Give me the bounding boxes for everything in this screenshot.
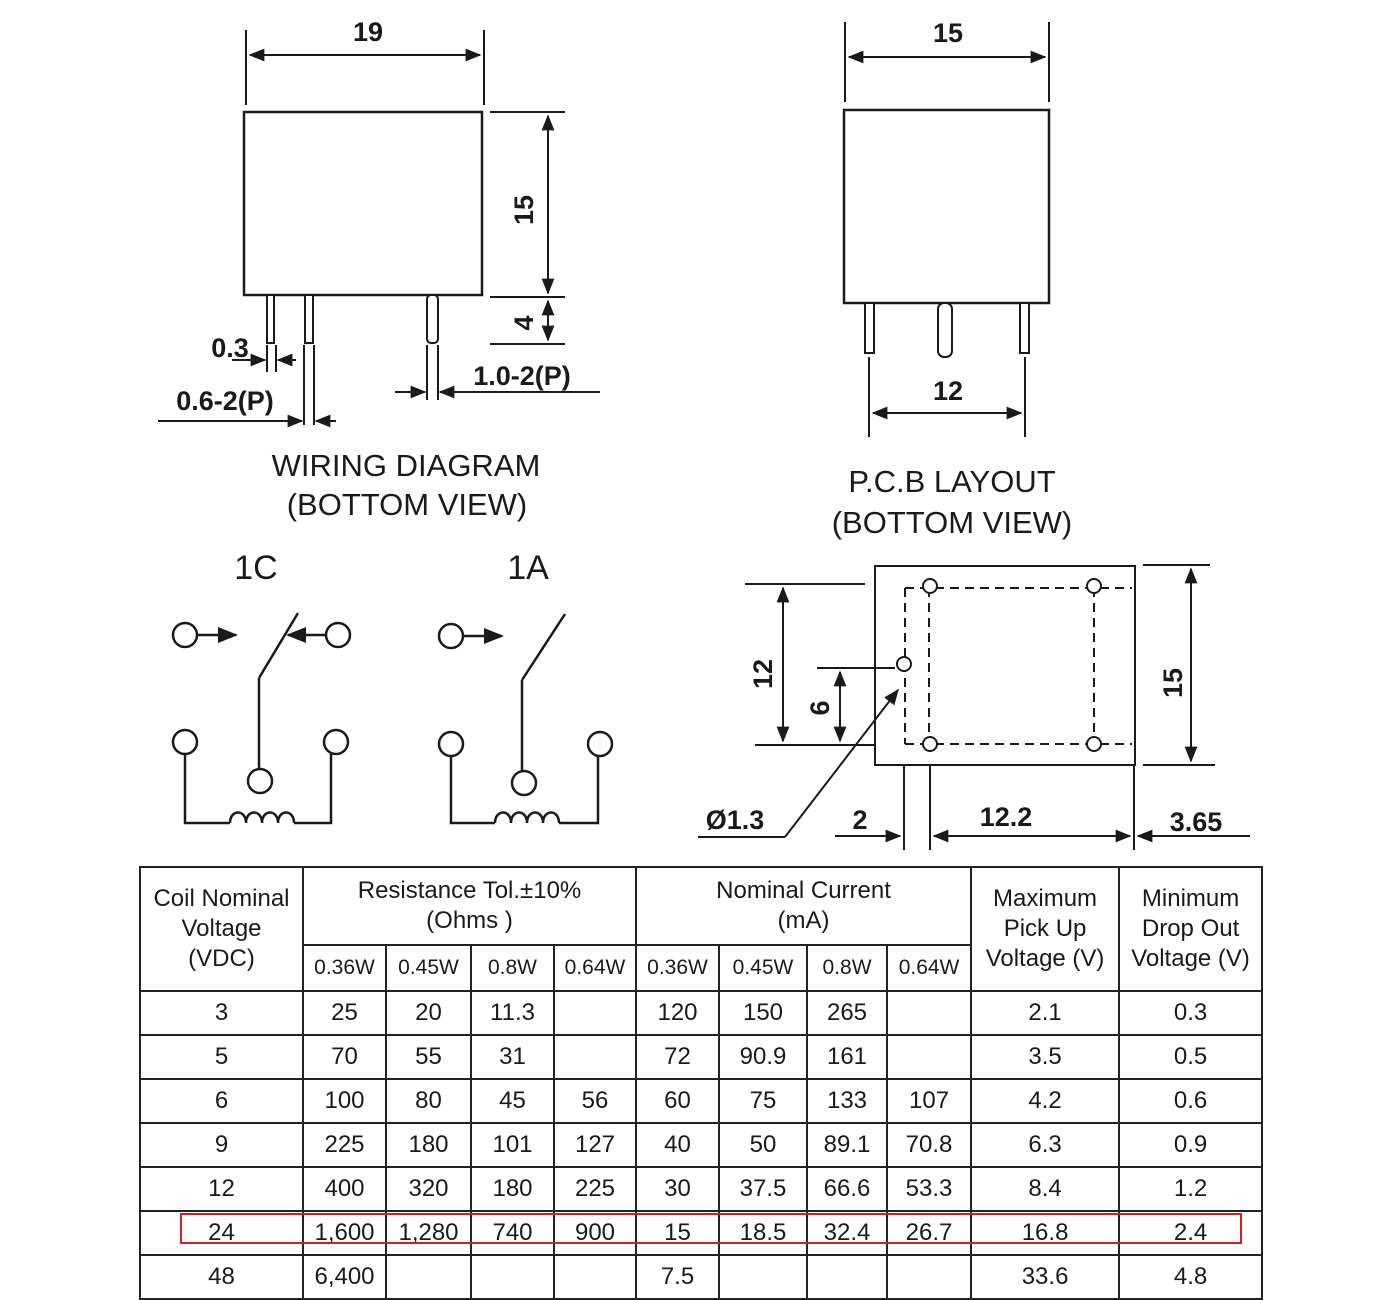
table-cell: 11.3 — [471, 991, 554, 1035]
power-col-header: 0.64W — [554, 945, 636, 991]
hole-top-right — [1087, 579, 1101, 593]
table-cell: 32.4 — [807, 1211, 887, 1255]
table-cell: 0.9 — [1119, 1123, 1262, 1167]
1c-switch-arm — [259, 613, 298, 678]
table-cell: 0.6 — [1119, 1079, 1262, 1123]
hole-layout-outline — [875, 566, 1135, 765]
power-col-header: 0.45W — [719, 945, 807, 991]
coil-voltage-cell: 48 — [140, 1255, 303, 1299]
table-cell: 120 — [636, 991, 719, 1035]
table-cell: 150 — [719, 991, 807, 1035]
1a-common-terminal — [512, 771, 536, 795]
table-cell: 2.4 — [1119, 1211, 1262, 1255]
table-cell: 80 — [386, 1079, 471, 1123]
wiring-dim-pin-thickness: 0.3 — [211, 333, 249, 363]
1a-coil-terminal-left — [439, 732, 463, 756]
table-cell — [887, 1255, 971, 1299]
header-max-pickup — [971, 867, 1119, 991]
pcb-layout-diagram — [844, 22, 1049, 437]
coil-voltage-cell: 9 — [140, 1123, 303, 1167]
table-cell: 37.5 — [719, 1167, 807, 1211]
table-cell: 225 — [303, 1123, 386, 1167]
table-cell: 40 — [636, 1123, 719, 1167]
hole-dim-12-2: 12.2 — [979, 802, 1033, 832]
wiring-dim-pin-left: 0.6-2(P) — [176, 386, 274, 416]
table-cell: 0.3 — [1119, 991, 1262, 1035]
table-cell: 740 — [471, 1211, 554, 1255]
pin-left-1 — [267, 295, 274, 343]
table-cell: 70.8 — [887, 1123, 971, 1167]
table-cell — [719, 1255, 807, 1299]
header-resistance-line-1: Resistance Tol.±10% — [357, 877, 582, 904]
table-cell: 101 — [471, 1123, 554, 1167]
pcb-pin-right — [1020, 303, 1029, 353]
header-current-line-1: Nominal Current — [716, 877, 891, 904]
1a-terminal-left — [439, 624, 463, 648]
hole-middle — [897, 657, 911, 671]
header-resistance — [303, 867, 636, 945]
power-col-header: 0.36W — [303, 945, 386, 991]
hole-dim-2: 2 — [852, 805, 868, 835]
header-min-line-3: Voltage (V) — [1131, 945, 1250, 972]
table-cell: 90.9 — [719, 1035, 807, 1079]
schematic-1a — [439, 614, 612, 823]
table-cell: 133 — [807, 1079, 887, 1123]
wiring-subtitle: (BOTTOM VIEW) — [286, 487, 528, 522]
table-cell — [887, 991, 971, 1035]
table-row — [140, 991, 1262, 1035]
table-cell: 0.5 — [1119, 1035, 1262, 1079]
table-cell: 900 — [554, 1211, 636, 1255]
table-cell: 66.6 — [807, 1167, 887, 1211]
coil-voltage-cell: 5 — [140, 1035, 303, 1079]
header-coil-line-2: Voltage — [181, 915, 262, 942]
header-min-line-2: Drop Out — [1141, 915, 1240, 942]
hole-dim-6: 6 — [805, 700, 835, 716]
table-cell: 6,400 — [303, 1255, 386, 1299]
table-cell: 18.5 — [719, 1211, 807, 1255]
pcb-dim-pin-span: 12 — [932, 376, 964, 406]
table-cell — [386, 1255, 471, 1299]
table-cell: 31 — [471, 1035, 554, 1079]
coil-voltage-cell: 6 — [140, 1079, 303, 1123]
header-min-dropout — [1119, 867, 1262, 991]
table-cell: 30 — [636, 1167, 719, 1211]
label-1c: 1C — [234, 549, 278, 587]
table-cell: 75 — [719, 1079, 807, 1123]
table-cell: 56 — [554, 1079, 636, 1123]
table-row — [140, 1167, 1262, 1211]
hole-dim-diameter: Ø1.3 — [705, 805, 765, 835]
table-cell: 4.2 — [971, 1079, 1119, 1123]
hole-dim-3-65: 3.65 — [1169, 807, 1223, 837]
table-cell: 72 — [636, 1035, 719, 1079]
schematic-1c — [173, 613, 350, 823]
hole-bottom-right — [1087, 737, 1101, 751]
pcb-pin-middle — [938, 303, 952, 357]
table-cell: 15 — [636, 1211, 719, 1255]
table-cell — [554, 991, 636, 1035]
header-max-line-1: Maximum — [993, 885, 1098, 912]
power-col-header: 0.64W — [887, 945, 971, 991]
table-cell: 320 — [386, 1167, 471, 1211]
wiring-dim-height: 15 — [509, 194, 539, 226]
table-cell: 1,280 — [386, 1211, 471, 1255]
table-cell: 225 — [554, 1167, 636, 1211]
header-coil-voltage — [140, 867, 303, 991]
table-cell: 50 — [719, 1123, 807, 1167]
table-cell: 20 — [386, 991, 471, 1035]
table-cell: 180 — [471, 1167, 554, 1211]
table-cell — [471, 1255, 554, 1299]
table-cell: 265 — [807, 991, 887, 1035]
coil-voltage-cell: 3 — [140, 991, 303, 1035]
table-cell — [554, 1255, 636, 1299]
table-cell: 53.3 — [887, 1167, 971, 1211]
table-cell: 45 — [471, 1079, 554, 1123]
table-cell: 89.1 — [807, 1123, 887, 1167]
coil-spec-table — [139, 866, 1263, 1300]
table-cell: 127 — [554, 1123, 636, 1167]
table-cell: 107 — [887, 1079, 971, 1123]
table-row — [140, 1255, 1262, 1299]
table-cell: 161 — [807, 1035, 887, 1079]
1a-coil — [495, 813, 559, 824]
header-coil-line-1: Coil Nominal — [153, 885, 290, 912]
table-row — [140, 1079, 1262, 1123]
label-1a: 1A — [507, 549, 549, 587]
wiring-dim-width: 19 — [352, 17, 384, 47]
table-cell: 7.5 — [636, 1255, 719, 1299]
hole-dim-15: 15 — [1158, 667, 1188, 699]
coil-voltage-cell: 24 — [140, 1211, 303, 1255]
table-cell: 26.7 — [887, 1211, 971, 1255]
table-cell: 400 — [303, 1167, 386, 1211]
table-cell: 1.2 — [1119, 1167, 1262, 1211]
1a-switch-arm — [522, 614, 565, 680]
table-cell: 55 — [386, 1035, 471, 1079]
power-col-header: 0.36W — [636, 945, 719, 991]
1c-terminal-no-right — [326, 623, 350, 647]
table-cell: 8.4 — [971, 1167, 1119, 1211]
pcb-subtitle: (BOTTOM VIEW) — [831, 505, 1073, 540]
1c-coil-terminal-left — [173, 730, 197, 754]
wiring-dim-pin-length: 4 — [509, 315, 539, 331]
table-row — [140, 1123, 1262, 1167]
table-cell: 70 — [303, 1035, 386, 1079]
relay-body-side — [244, 112, 482, 295]
table-cell — [554, 1035, 636, 1079]
table-cell: 180 — [386, 1123, 471, 1167]
1c-common-terminal — [248, 769, 272, 793]
1c-terminal-nc-left — [173, 623, 197, 647]
power-col-header: 0.8W — [471, 945, 554, 991]
table-cell: 2.1 — [971, 991, 1119, 1035]
pcb-pin-left — [865, 303, 874, 353]
hole-layout-diagram — [698, 565, 1250, 850]
pcb-dim-width: 15 — [932, 18, 964, 48]
table-cell: 3.5 — [971, 1035, 1119, 1079]
table-cell: 1,600 — [303, 1211, 386, 1255]
1c-coil-terminal-right — [324, 730, 348, 754]
pcb-title: P.C.B LAYOUT — [848, 464, 1056, 499]
power-col-header: 0.8W — [807, 945, 887, 991]
wiring-dim-pin-right: 1.0-2(P) — [473, 361, 571, 391]
power-col-header: 0.45W — [386, 945, 471, 991]
1c-coil — [230, 813, 294, 824]
table-cell: 25 — [303, 991, 386, 1035]
header-coil-line-3: (VDC) — [188, 945, 255, 972]
hole-top-left — [923, 579, 937, 593]
table-cell: 6.3 — [971, 1123, 1119, 1167]
table-cell: 33.6 — [971, 1255, 1119, 1299]
table-cell — [807, 1255, 887, 1299]
header-max-line-2: Pick Up — [1003, 915, 1087, 942]
relay-body-end — [844, 110, 1049, 303]
pin-left-2 — [305, 295, 313, 343]
wiring-title: WIRING DIAGRAM — [271, 448, 541, 483]
table-row — [140, 1035, 1262, 1079]
spec-table-body — [140, 991, 1262, 1299]
table-cell: 100 — [303, 1079, 386, 1123]
coil-voltage-cell: 12 — [140, 1167, 303, 1211]
header-current-line-2: (mA) — [777, 907, 830, 934]
1a-coil-terminal-right — [588, 732, 612, 756]
table-row — [140, 1211, 1262, 1255]
table-cell: 60 — [636, 1079, 719, 1123]
header-max-line-3: Voltage (V) — [985, 945, 1105, 972]
header-min-line-1: Minimum — [1141, 885, 1240, 912]
hole-bottom-left — [923, 737, 937, 751]
header-nominal-current — [636, 867, 971, 945]
table-cell: 4.8 — [1119, 1255, 1262, 1299]
table-cell: 16.8 — [971, 1211, 1119, 1255]
hole-dim-12: 12 — [748, 658, 778, 690]
pin-right — [427, 295, 438, 343]
table-cell — [887, 1035, 971, 1079]
header-resistance-line-2: (Ohms ) — [426, 907, 513, 934]
